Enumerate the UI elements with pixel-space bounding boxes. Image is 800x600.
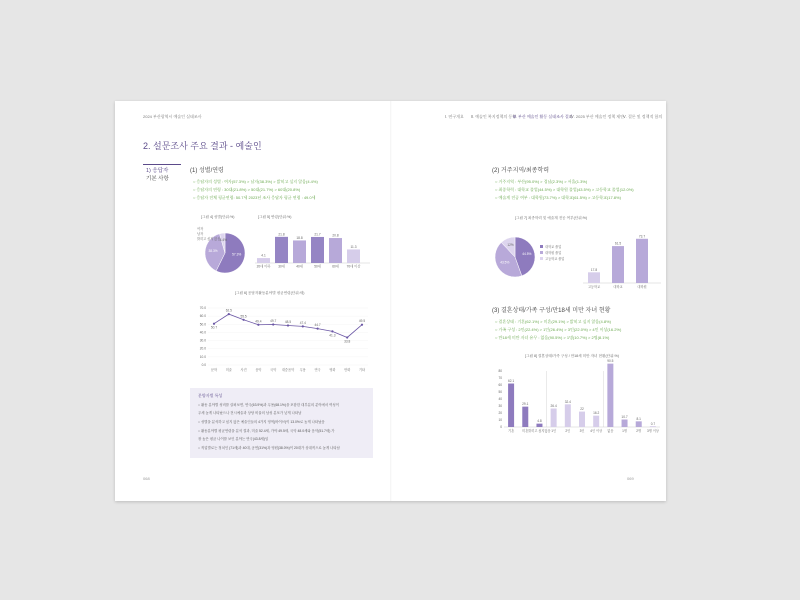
bar [588,272,600,283]
x-tick-label: 20대 이하 [256,264,271,269]
note-box [190,388,373,458]
bar [311,237,324,263]
x-tick-label: 대학원 [637,285,647,289]
legend-label: 고등학교 졸업 [545,257,565,261]
x-tick-label: 2인 [565,429,571,433]
bar-value-label: 21.7 [314,232,321,237]
x-tick-label: 기혼 [508,429,515,433]
bar-value-label: 4.8 [537,419,542,424]
bar [622,420,628,427]
point-value-label: 49.7 [270,319,277,324]
x-tick-label: 문학 [210,368,218,372]
point-value-label: 55.5 [240,314,247,319]
education-pie-chart [495,229,575,289]
chapter-nav-3: Ⅲ. 부산 예술인 활동 실태조사 결과 [513,114,573,119]
bar-value-label: 32.4 [564,399,571,404]
x-tick-label: 40대 [296,264,303,269]
bar [612,246,624,283]
note-box-line: 장 높은 평균 나이를 보인 분야는 연극(43.8세)임 [198,437,269,441]
bar-value-label: 73.7 [638,234,646,239]
bar [593,416,599,427]
y-tick-label: 60.0 [199,314,206,319]
x-tick-label: 음악 [255,368,262,372]
block2-title: (2) 거주지역/최종학력 [492,168,550,174]
bar-value-label: 90.5 [607,359,614,364]
bar [636,239,648,283]
page-gutter [390,101,392,501]
legend-swatch [540,257,543,260]
bar [551,409,557,427]
bar-value-label: 11.3 [350,244,357,249]
chapter-nav-5: Ⅴ. 결론 및 정책적 함의 [623,114,663,119]
page-number-right: 069 [627,476,634,481]
bar-value-label: 10.7 [621,415,628,420]
major-bar-chart [583,225,663,293]
gender-pie-chart [195,225,255,280]
x-tick-label: 무용 [299,368,306,372]
block2-bullet-2: ○ 최종학력 : 대학교 졸업(44.5%) > 대학원 졸업(43.5%) > 고등학교 졸업(12.0%) [495,187,634,192]
age-bar-chart [255,225,375,275]
chart-caption-avg-age: [그림 6] 응답자활동분야별 평균연령(단위:세) [235,291,305,295]
line-point [213,323,215,325]
bar-value-label: 20.8 [332,233,339,238]
family-bar-chart [492,359,662,437]
note-box-line: ○ 활동분야별 평균연령을 분석 결과, 미술 52.4세, 가야 49.5세, 국악 48.0세와 음악(51.7세) 가 [198,429,335,433]
point-value-label: 62.5 [225,308,232,313]
note-box-line: 우세 높게 나타났으나 전시예술과 상당 비율의 남성 분포가 낮게 나타남 [198,411,302,415]
x-tick-label: 사진 [240,368,247,372]
y-tick-label: 50.0 [199,322,206,327]
bar [522,407,528,427]
pie-value-label: 44.5% [522,251,532,256]
y-tick-label: 80 [498,369,502,373]
line-point [287,324,289,326]
pie-value-label: 38.3% [208,248,218,253]
y-tick-label: 30 [498,404,502,408]
legend-swatch [540,251,543,254]
x-tick-label: 대학교 [613,285,623,289]
block1-title: (1) 성별/연령 [190,168,224,174]
block1-bullet-2: ○ 응답자의 연령 : 30대(21.8%) > 50대(21.7%) > 60대(20.8%) [193,187,301,192]
bar-value-label: 26.4 [550,404,557,409]
y-tick-label: 60 [498,383,502,387]
y-tick-label: 70.0 [199,306,206,310]
chart-caption-education: [그림 7] 최종학력 및 예술계 전공 여부(단위:%) [515,216,588,220]
point-value-label: 50.7 [210,325,218,330]
line-point [361,324,363,326]
pie-value-label: 12% [507,242,514,247]
bar [536,424,542,427]
sidebar-label-2: 기본 사항 [146,176,169,182]
bar-value-label: 4.1 [261,253,266,258]
point-value-label: 44.7 [314,323,321,328]
bar [636,421,642,427]
y-tick-label: 0.0 [201,363,206,367]
bar [275,237,288,263]
y-tick-label: 20 [498,411,502,415]
block1-bullet-1: ○ 응답자의 성별 : 여자(57.3%) > 남자(38.3%) > 밝히고 싶지 않음(4.4%) [193,179,318,184]
x-tick-label: 2명 [636,429,642,433]
running-header: 2024 부산광역시 예술인 실태조사 [143,114,202,119]
bar [565,404,571,427]
bar [293,240,306,263]
chart-caption-age: [그림 5] 연령(단위:%) [258,215,292,219]
bar-value-label: 62.1 [507,379,515,384]
x-tick-label: 4인 이상 [590,429,603,433]
x-tick-label: 만화 [344,368,351,372]
legend-label: 대학원 졸업 [545,251,562,255]
x-tick-label: 30대 [278,264,285,269]
bar-value-label: 16.2 [593,411,600,416]
bar-value-label: 21.8 [278,232,285,237]
point-value-label: 41.3 [329,333,336,338]
bar [347,249,360,263]
legend-swatch [540,245,543,248]
y-tick-label: 20.0 [199,346,206,351]
y-tick-label: 40.0 [199,330,206,335]
pie-category-label: 여자 [197,227,204,231]
x-tick-label: 영화 [329,368,336,372]
bar-value-label: 22 [580,407,584,412]
x-tick-label: 연극 [314,368,321,372]
y-tick-label: 10 [498,418,502,422]
point-value-label: 49.4 [255,319,262,324]
bar-value-label: 0.7 [650,422,656,427]
bar-value-label: 8.1 [636,416,641,421]
bar-value-label: 29.1 [522,402,529,407]
chapter-nav-4: Ⅳ. 2025 부산 예술인 정책 제안 [570,114,625,119]
line-point [228,313,230,315]
chart-caption-family: [그림 8] 결혼상태/가족 구성 / 만18세 미만 자녀 현황(단위:%) [525,354,619,358]
chapter-nav-2: Ⅱ. 예술인 복지정책의 동향 [471,114,517,119]
sidebar-label-1: 1) 응답자 [146,168,169,174]
page-number-left: 068 [143,476,150,481]
avg-age-line-chart [190,303,375,378]
x-tick-label: 밝히고 싶지않음 [528,429,551,433]
block3-bullet-2: ○ 가족 구성 : 2인(22.4%) > 1인(26.4%) > 3인(22.0%) > 4인 이상(16.2%) [495,327,622,332]
x-tick-label: 기타 [358,368,366,372]
note-box-line: ○ 직업별로는 정치인 (71세)과 40대, 공연(31%)과 영원(38.0%)이 20대가 상대적으로 높게 나타남 [198,446,340,450]
x-tick-label: 고등학교 [587,285,601,289]
line-point [331,330,333,332]
bar-value-label: 17.8 [590,267,598,272]
chapter-nav-1: Ⅰ. 연구개요 [445,114,464,119]
pie-value-label: 57.3% [232,252,242,257]
block3-title: (3) 결혼상태/가족 구성/만18세 미만 자녀 현황 [492,308,611,314]
pie-value-label: 4.4% [219,238,227,243]
y-tick-label: 50 [498,390,502,394]
bar [607,364,613,427]
point-value-label: 33.8 [344,339,351,344]
x-tick-label: 3명 이상 [646,429,659,433]
x-tick-label: 1명 [622,429,627,433]
block1-bullet-3: ○ 응답자 전체 평균연령: 50.7세 2023년 조사 응답자 평균 연령 : 49.0세 [193,195,316,200]
section-rule [143,164,181,165]
y-tick-label: 70 [498,376,502,380]
legend-label: 대학교 졸업 [545,245,562,249]
point-value-label: 49.5 [358,319,366,324]
x-tick-label: 미술 [225,368,232,372]
x-tick-label: 없음 [607,429,614,433]
point-value-label: 48.5 [284,320,292,325]
point-value-label: 47.4 [299,320,306,325]
block3-bullet-3: ○ 만18세 미만 자녀 유무 : 없음(90.5%) > 1명(10.7%) > 2명(8.1%) [495,335,610,340]
bar [329,238,342,263]
y-tick-label: 40 [498,397,502,401]
pie-category-label: 밝히고 싶지 않음 [197,237,221,241]
chart-caption-gender: [그림 4] 성별(단위:%) [201,215,235,219]
bar [257,258,270,263]
line-point [302,325,304,327]
block2-bullet-1: ○ 거주지역 : 부산(95.0%) > 경남(2.3%) > 서울(1.3%) [495,179,588,184]
note-box-line: ○ 성별을 분석하고 싶지 않은 예술인들의 4가지 영역(바이브)이 13.0%로 높게 나타났음 [198,420,325,424]
x-tick-label: 대중음악 [281,368,295,372]
note-box-line: ○ 활동 분야별 성비를 살펴보면, 연극(63.9%)과 무용(68.1%)을 포함한 대부분의 분야에서 여성이 [198,403,339,407]
line-point [346,336,348,338]
x-tick-label: 60대 [332,264,339,269]
x-tick-label: 국악 [270,368,277,372]
note-box-title: 분양자별 특성 [198,393,223,398]
x-tick-label: 70대 이상 [346,264,361,269]
line-point [317,328,319,330]
bar [579,412,585,427]
bar-value-label: 61.5 [614,241,622,246]
y-tick-label: 30.0 [199,338,206,343]
pie-category-label: 남자 [197,232,204,236]
bar-value-label: 18.8 [296,235,303,240]
x-tick-label: 50대 [314,264,321,269]
document-spread [115,101,666,501]
section-title: 2. 설문조사 주요 결과 - 예술인 [143,141,262,151]
line-point [272,323,274,325]
block3-bullet-1: ○ 결혼상태 : 기혼(62.1%) > 미혼(29.1%) > 밝히고 싶지 않음(4.8%) [495,319,611,324]
x-tick-label: 미혼 [522,429,529,433]
pie-value-label: 43.5% [500,260,510,265]
x-tick-label: 3인 [579,429,585,433]
bar [508,384,514,427]
line-point [257,324,259,326]
block2-bullet-3: ○ 예술계 전공 여부 : 대학원(73.7%) > 대학교(61.5%) > 고등학교(17.8%) [495,195,621,200]
x-tick-label: 1인 [551,429,557,433]
y-tick-label: 0 [500,425,502,429]
y-tick-label: 10.0 [199,354,206,359]
line-point [243,319,245,321]
